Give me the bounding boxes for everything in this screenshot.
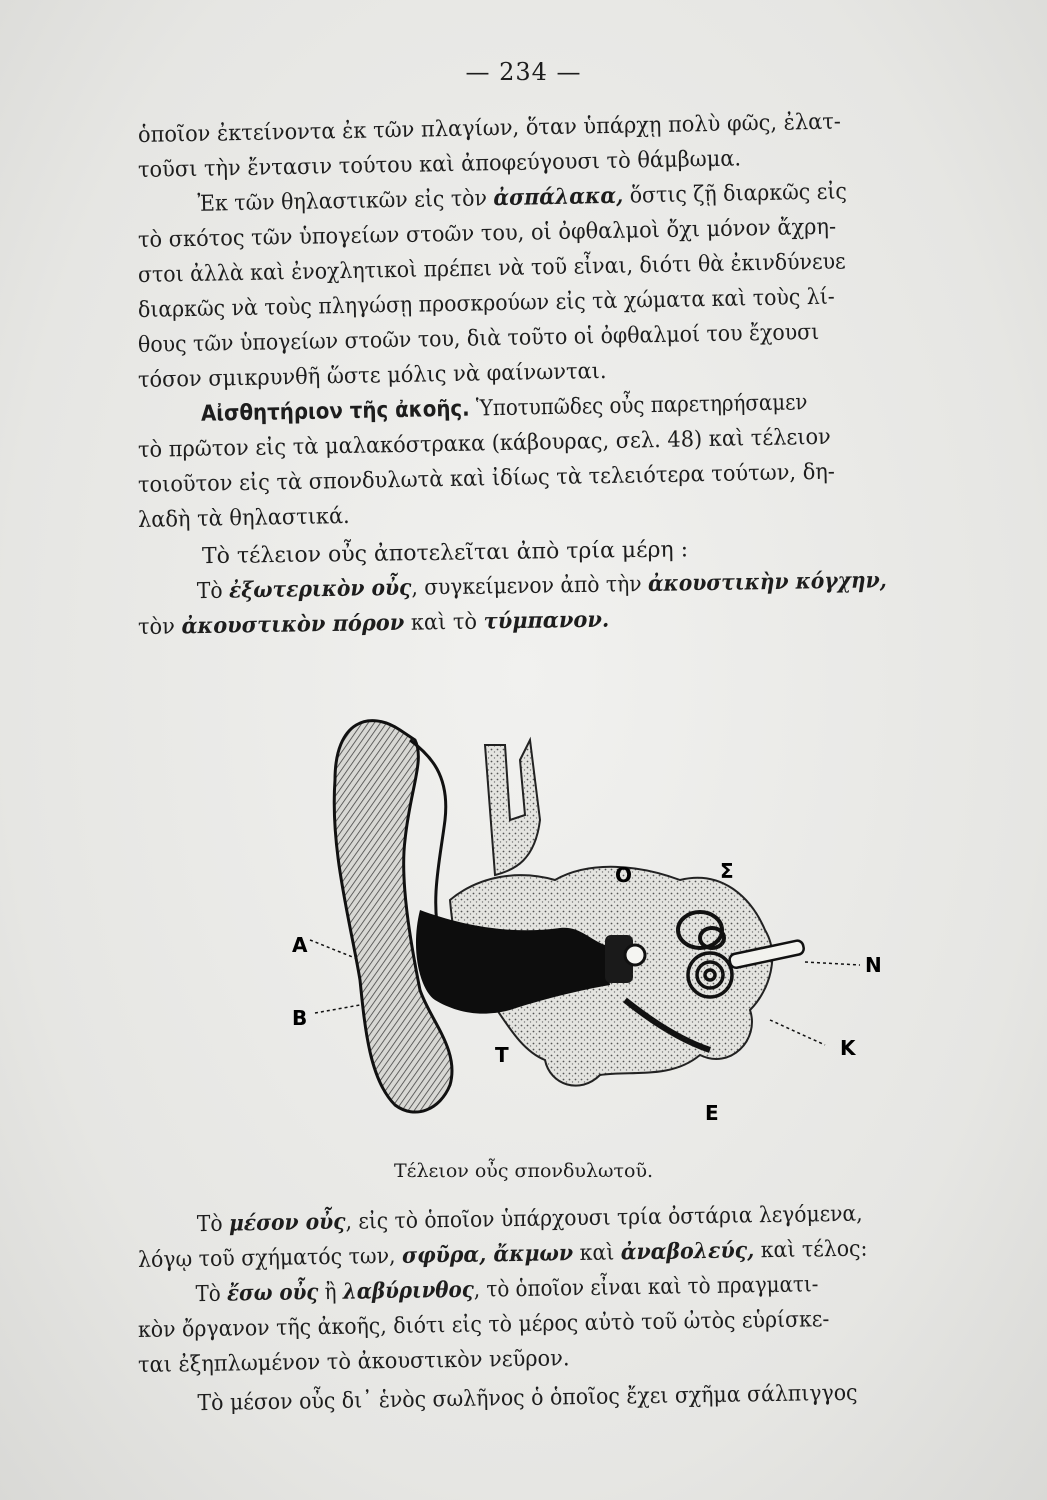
section-heading: Αἰσθητήριον τῆς ἀκοῆς. [200,396,470,427]
text-line: τὸ σκότος τῶν ὑπογείων στοῶν του, οἱ ὀφθαλμοὶ ὄχι μόνον ἄχρη- [137,214,837,253]
text-line: ὁποῖον ἐκτείνοντα ἐκ τῶν πλαγίων, ὅταν ὑπάρχῃ πολὺ φῶς, ἐλατ- [137,109,842,148]
labyrinth-term: λαβύρινθος [342,1276,474,1305]
mole-line-pre: Ἐκ τῶν θηλαστικῶν εἰς τὸν [197,186,494,217]
figure-label-T: T [495,1043,509,1067]
ear-anatomy-figure [280,700,900,1140]
ear-canal-term: ἀκουστικὸν πόρον [181,609,405,640]
paragraph-hearing [137,390,1043,538]
inner-pre: Τὸ [195,1281,228,1308]
middle-mid: , εἰς τὸ ὁποῖον ὑπάρχουσι τρία ὀστάρια λεγόμενα, [345,1201,863,1235]
outer-l2-mid: καὶ τὸ [404,609,484,636]
middle-l2-pre: λόγῳ τοῦ σχήματός των, [137,1243,403,1273]
inner-mid: ἢ [318,1279,344,1306]
text-line: τοιοῦτον εἰς τὰ σπονδυλωτὰ καὶ ἰδίως τὰ τελειότερα τούτων, δη- [137,459,836,498]
middle-ear-term: μέσον οὖς [228,1208,346,1237]
middle-l2-post: καὶ τέλος: [754,1236,868,1264]
figure-label-B: B [292,1006,308,1030]
mole-line-post: ὅστις ζῇ διαρκῶς εἰς [622,179,848,209]
figure-label-E: E [705,1101,719,1125]
text-line: Τὸ μέσον οὖς δι᾿ ἑνὸς σωλῆνος ὁ ὁποῖος ἔχει σχῆμα σάλπιγγος [197,1380,858,1417]
text-line: λαδὴ τὰ θηλαστικά. [137,503,350,533]
figure-label-O: O [615,863,633,887]
middle-l2-mid: καὶ [572,1240,621,1267]
outer-mid: , συγκείμενον ἀπὸ τὴν [411,571,649,601]
figure-label-K: K [840,1036,856,1060]
paragraph-parts [137,537,1043,645]
eardrum-term: τύμπανον. [483,606,610,635]
text-line: διαρκῶς νὰ τοὺς πληγώσῃ προσκρούων εἰς τὰ χώματα καὶ τοὺς λί- [137,284,835,323]
figure-label-S: Σ [720,859,734,883]
figure-label-A: A [292,933,308,957]
outer-ear-term: ἐξωτερικὸν οὖς [228,574,412,604]
figure-caption: Τέλειον οὖς σπονδυλωτοῦ. [393,1160,654,1182]
page-number: — 234 — [465,58,582,86]
skull-bone [485,740,540,875]
hearing-line-1-rest: Ὑποτυπῶδες οὖς παρετηρήσαμεν [469,390,808,422]
inner-post: , τὸ ὁποῖον εἶναι καὶ τὸ πραγματι- [473,1272,819,1303]
middle-pre: Τὸ [196,1211,230,1238]
figure-label-N: N [865,953,882,977]
paragraph-eyes [137,109,1043,398]
text-line: τὸ πρῶτον εἰς τὰ μαλακόστρακα (κάβουρας, σελ. 48) καὶ τέλειον [137,424,831,463]
concha-term: ἀκουστικὴν κόγχην, [647,567,887,597]
outer-l2-pre: τὸν [137,614,182,640]
text-line: θους τῶν ὑπογείων στοῶν του, διὰ τοῦτο οἱ ὀφθαλμοί του ἔχουσι [137,319,820,358]
mole-term: ἀσπάλακα, [493,182,624,212]
outer-pre: Τὸ [196,578,230,605]
incus [625,945,645,965]
text-line: τοῦσι τὴν ἔντασιν τούτου καὶ ἀποφεύγουσι τὸ θάμβωμα. [137,146,742,183]
stirrup-term: ἀναβολεύς, [620,1237,755,1266]
paragraph-middle-inner [137,1201,1043,1422]
inner-ear-term: ἔσω οὖς [226,1279,319,1307]
text-line: ται ἐξηπλωμένον τὸ ἀκουστικὸν νεῦρον. [137,1346,570,1378]
text-line: Τὸ τέλειον οὖς ἀποτελεῖται ἀπὸ τρία μέρη : [201,537,689,570]
hammer-anvil-term: σφῦρα, ἄκμων [401,1240,574,1269]
text-line: στοι ἀλλὰ καὶ ἐνοχλητικοὶ πρέπει νὰ τοῦ εἶναι, διότι θὰ ἐκινδύνευε [137,249,846,288]
text-line: τόσον σμικρυνθῆ ὥστε μόλις νὰ φαίνωνται. [137,359,607,393]
text-line: κὸν ὄργανον τῆς ἀκοῆς, διότι εἰς τὸ μέρος αὐτὸ τοῦ ὠτὸς εὑρίσκε- [137,1307,830,1343]
